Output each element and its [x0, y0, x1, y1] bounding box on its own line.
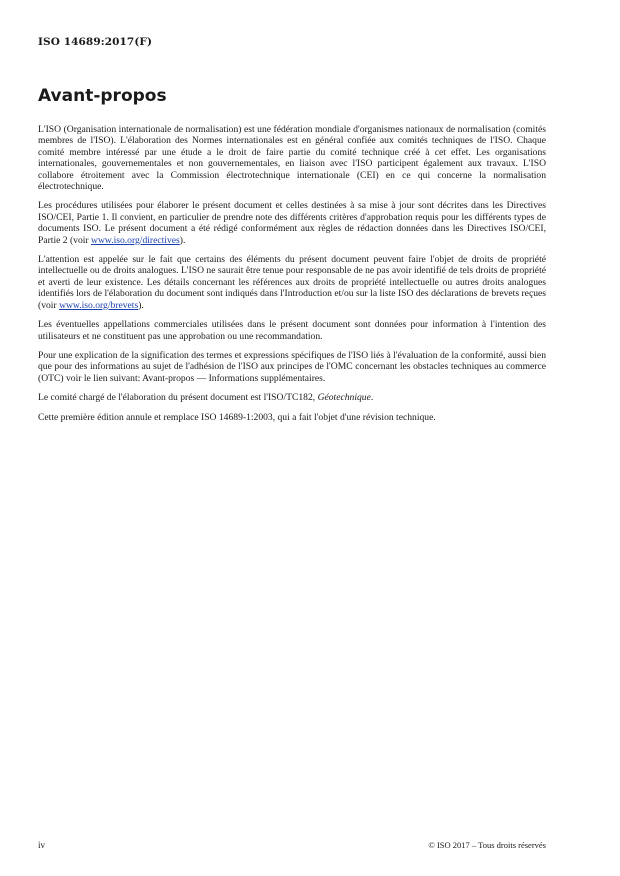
paragraph-text: Le comité chargé de l'élaboration du présent document est l'ISO/TC182, — [38, 392, 318, 404]
patents-link[interactable]: www.iso.org/brevets — [59, 299, 139, 311]
paragraph-end: . — [370, 392, 374, 404]
document-header: ISO 14689:2017(F) — [38, 36, 153, 48]
foreword-body — [38, 124, 546, 431]
paragraph-end: ). — [138, 299, 144, 311]
directives-link[interactable]: www.iso.org/directives — [91, 234, 180, 246]
paragraph-conformity: Pour une explication de la signification des termes et expressions spécifiques de l'ISO liés à l'évaluation de la conformité, aussi bien que pour des informations au sujet de l'adhésion de l'ISO aux principes de l'OMC concernant les obstacles techniques au commerce (OTC) voir le lien suivant: Avant-propos — Informations supplémentaires. — [38, 349, 546, 384]
paragraph-end: ). — [179, 234, 186, 246]
paragraph-trade-names: Les éventuelles appellations commerciales utilisées dans le présent document sont données pour information à l'intention des utilisateurs et ne constituent pas une approbation ou une recommandation. — [38, 319, 546, 342]
paragraph-text: Les procédures utilisées pour élaborer le présent document et celles destinées à sa mise à jour sont décrites dans les Directives ISO/CEI, Partie 1. Il convient, en particulier de prendre note des différents critères d'approbation requis pour les différents types de documents ISO. Le présent document a été rédigé conformément aux règles de rédaction données dans les Directives ISO/CEI, Partie 2 (voir — [38, 200, 546, 246]
paragraph-text: L'attention est appelée sur le fait que certains des éléments du présent document peuvent faire l'objet de droits de propriété intellectuelle ou de droits analogues. L'ISO ne saurait être tenue pour responsable de ne pas avoir identifié de tels droits de propriété et averti de leur existence. Les détails concernant les références aux droits de propriété intellectuelle ou autres droits analogues identifiés lors de l'élaboration du document sont indiqués dans l'Introduction et/ou sur la liste ISO des déclarations de brevets reçues (voir — [38, 254, 546, 311]
paragraph-edition: Cette première édition annule et remplace ISO 14689-1:2003, qui a fait l'objet d'une révision technique. — [38, 411, 436, 423]
paragraph-procedures — [38, 200, 546, 246]
page-title: Avant-propos — [38, 86, 167, 106]
page-number: iv — [38, 840, 46, 850]
copyright-notice: © ISO 2017 – Tous droits réservés — [428, 840, 546, 850]
paragraph-committee — [38, 392, 546, 403]
paragraph-iso-intro: L'ISO (Organisation internationale de normalisation) est une fédération mondiale d'organismes nationaux de normalisation (comités membres de l'ISO). L'élaboration des Normes internationales est en général confiée aux comités techniques de l'ISO. Chaque comité membre intéressé par une étude a le droit de faire partie du comité technique créé à cet effet. Les organisations internationales, gouvernementales et non gouvernementales, en liaison avec l'ISO participent également aux travaux. L'ISO collabore étroitement avec la Commission électrotechnique internationale (CEI) en ce qui concerne la normalisation électrotechnique. — [38, 124, 546, 193]
paragraph-patents — [38, 254, 546, 311]
committee-name: Géotechnique — [317, 392, 371, 404]
